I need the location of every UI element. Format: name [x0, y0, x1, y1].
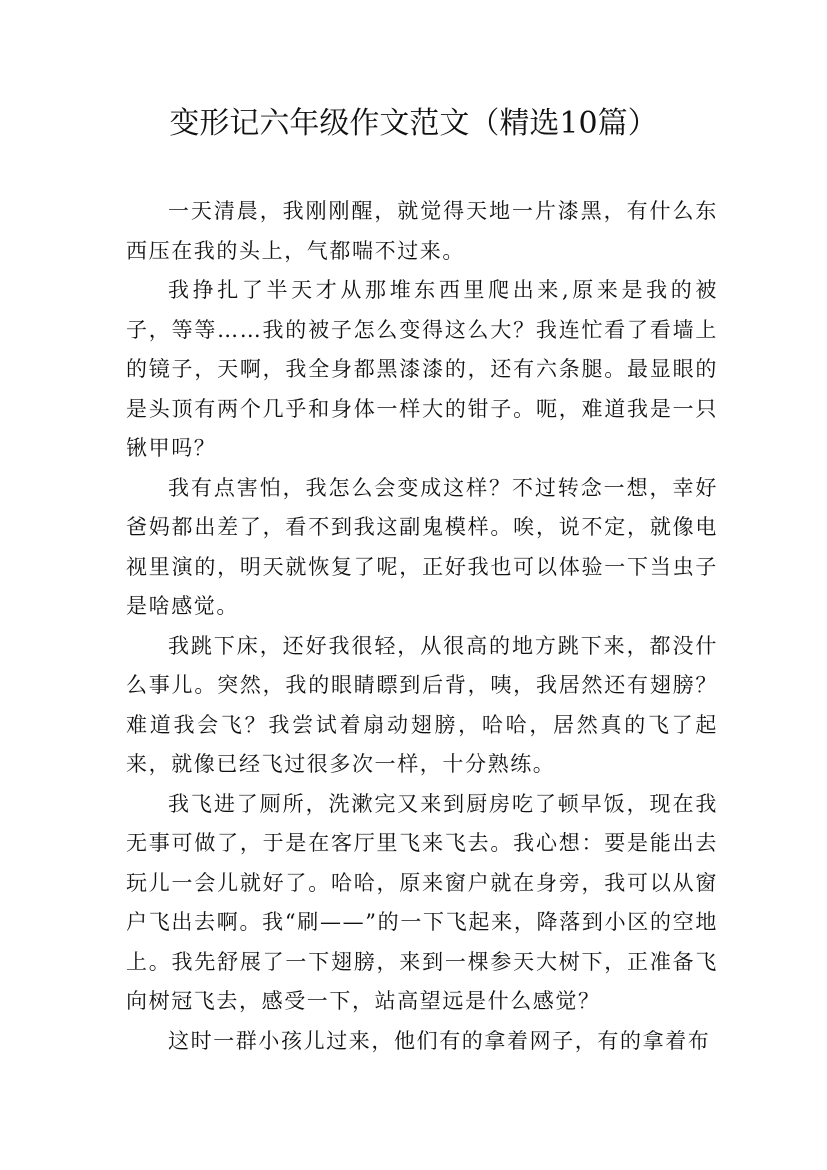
document-title: 变形记六年级作文范文（精选10篇） [169, 106, 658, 141]
paragraph-5: 我飞进了厕所，洗漱完又来到厨房吃了顿早饭，现在我无事可做了，于是在客厅里飞来飞去。我心想：要是能出去玩儿一会儿就好了。哈哈，原来窗户就在身旁，我可以从窗户飞出去啊。我“刷——”的一下飞起来，降落到小区的空地上。我先舒展了一下翅膀，来到一棵参天大树下，正准备飞向树冠飞去，感受一下，站高望远是什么感觉？ [126, 791, 718, 1013]
paragraph-1: 一天清晨，我刚刚醒，就觉得天地一片漆黑，有什么东西压在我的头上，气都喘不过来。 [126, 199, 718, 263]
paragraph-2: 我挣扎了半天才从那堆东西里爬出来,原来是我的被子，等等……我的被子怎么变得这么大？我连忙看了看墙上的镜子，天啊，我全身都黑漆漆的，还有六条腿。最显眼的是头顶有两个几乎和身体一样大的钳子。呃，难道我是一只锹甲吗？ [126, 278, 718, 460]
paragraph-4: 我跳下床，还好我很轻，从很高的地方跳下来，都没什么事儿。突然，我的眼睛瞟到后背，咦，我居然还有翅膀？难道我会飞？我尝试着扇动翅膀，哈哈，居然真的飞了起来，就像已经飞过很多次一样，十分熟练。 [126, 633, 718, 776]
paragraph-6: 这时一群小孩儿过来，他们有的拿着网子，有的拿着布 [168, 1028, 711, 1053]
document-body [126, 192, 718, 1061]
paragraph-3: 我有点害怕，我怎么会变成这样？不过转念一想，幸好爸妈都出差了，看不到我这副鬼模样。唉，说不定，就像电视里演的，明天就恢复了呢，正好我也可以体验一下当虫子是啥感觉。 [126, 475, 718, 618]
